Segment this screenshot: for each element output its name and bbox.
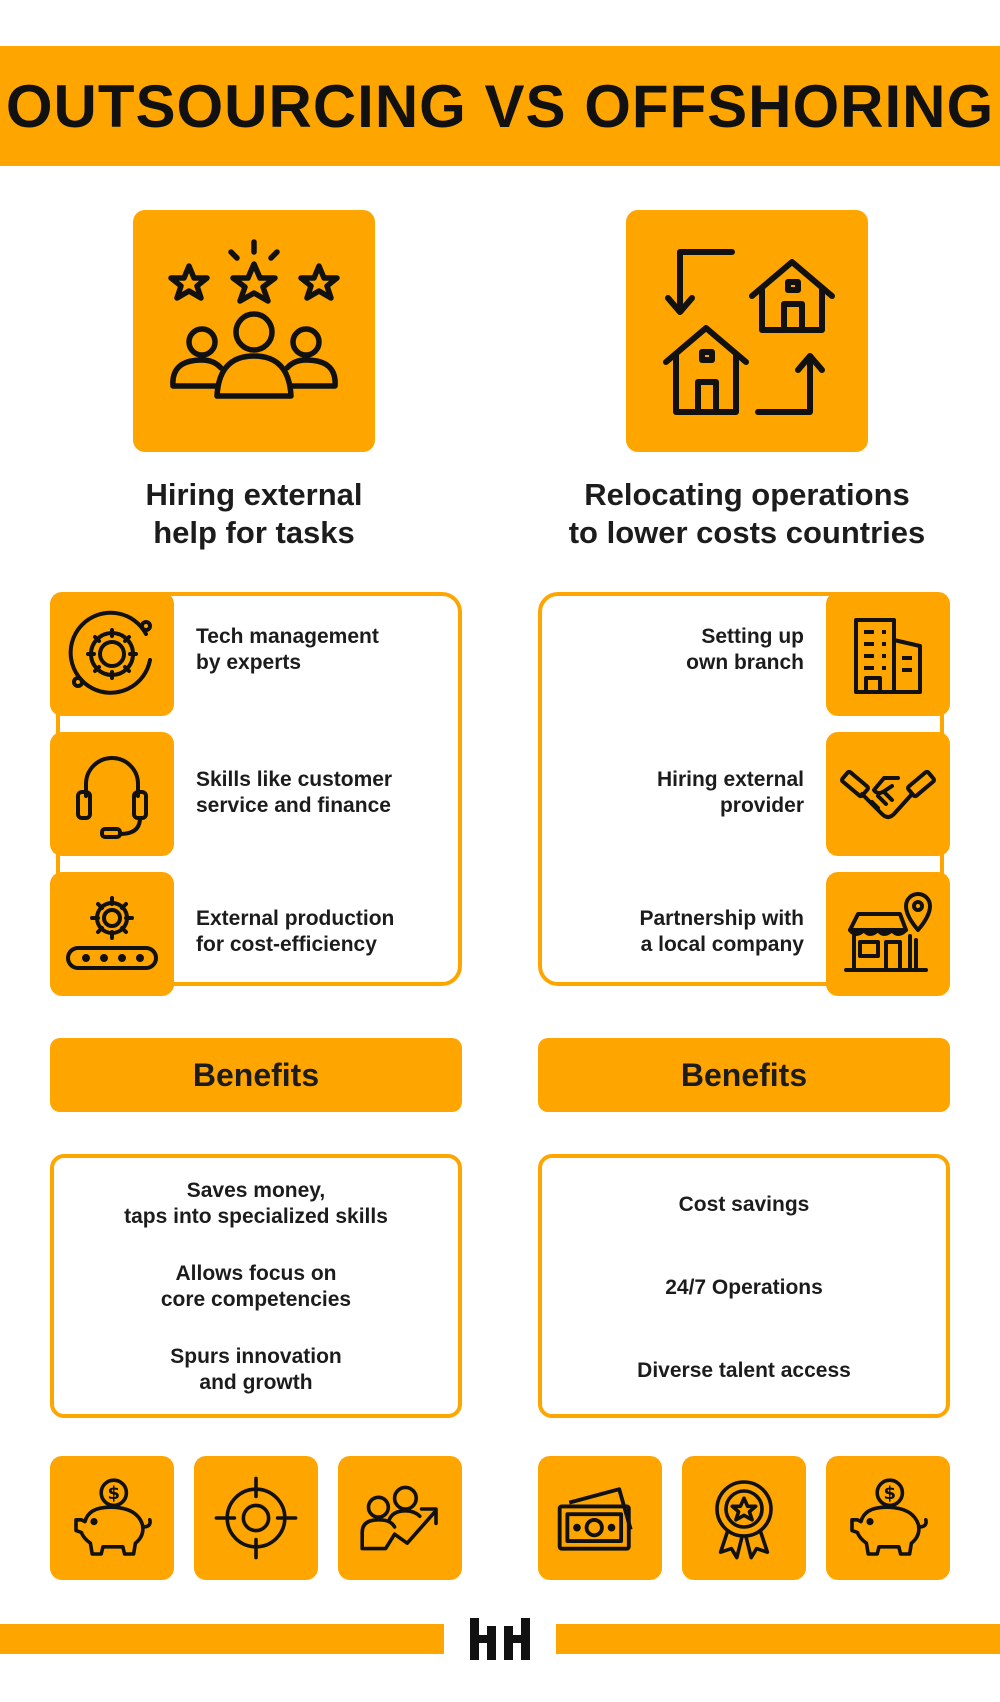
- footer-bar-right: [556, 1624, 1000, 1654]
- offshoring-benefit-3: Diverse talent access: [637, 1359, 851, 1382]
- outsourcing-benefit-3: [54, 1344, 458, 1396]
- team-rating-icon: [133, 210, 375, 452]
- outsourcing-item-2-line1: Skills like customer: [196, 768, 393, 791]
- outsourcing-subtitle-line2: help for tasks: [153, 515, 355, 550]
- offshoring-subtitle: [517, 476, 977, 552]
- outsourcing-benefit-1-line1: Saves money,: [186, 1179, 326, 1202]
- offshoring-benefit-1: Cost savings: [678, 1193, 810, 1216]
- outsourcing-benefit-1: [54, 1178, 458, 1230]
- offshoring-item-2-line1: Hiring external: [656, 768, 804, 791]
- outsourcing-item-2-line2: service and finance: [196, 794, 391, 817]
- svg-text:$: $: [107, 1483, 121, 1505]
- outsourcing-item-3-line1: External production: [196, 907, 395, 930]
- target-icon: [194, 1456, 318, 1580]
- outsourcing-benefit-2-line1: Allows focus on: [175, 1262, 337, 1285]
- outsourcing-benefits-list: [50, 1154, 462, 1418]
- outsourcing-item-1: [196, 624, 426, 676]
- conveyor-gear-icon: [50, 872, 174, 996]
- outsourcing-item-3: [196, 906, 426, 958]
- offshoring-item-1-line2: own branch: [686, 651, 804, 674]
- award-badge-icon: [682, 1456, 806, 1580]
- outsourcing-benefit-3-line2: and growth: [199, 1371, 313, 1394]
- office-building-icon: [826, 592, 950, 716]
- offshoring-item-1: [574, 624, 804, 676]
- offshoring-item-3-line1: Partnership with: [639, 907, 804, 930]
- offshoring-benefits-header: Benefits: [538, 1038, 950, 1112]
- offshoring-subtitle-line2: to lower costs countries: [568, 515, 926, 550]
- outsourcing-benefit-1-line2: taps into specialized skills: [124, 1205, 388, 1228]
- team-growth-icon: [338, 1456, 462, 1580]
- offshoring-item-1-line1: Setting up: [701, 625, 804, 648]
- outsourcing-item-3-line2: for cost-efficiency: [196, 933, 377, 956]
- local-store-icon: [826, 872, 950, 996]
- footer-bar-left: [0, 1624, 444, 1654]
- offshoring-benefit-2: 24/7 Operations: [665, 1276, 823, 1299]
- brand-logo: [468, 1616, 532, 1662]
- relocation-houses-icon: [626, 210, 868, 452]
- outsourcing-subtitle-line1: Hiring external: [145, 477, 363, 512]
- offshoring-subtitle-line1: Relocating operations: [584, 477, 910, 512]
- svg-text:$: $: [883, 1483, 897, 1505]
- outsourcing-benefit-2: [54, 1261, 458, 1313]
- outsourcing-subtitle: [24, 476, 484, 552]
- offshoring-item-2: [574, 767, 804, 819]
- page-title: OUTSOURCING VS OFFSHORING: [5, 72, 995, 140]
- offshoring-item-2-line2: provider: [719, 794, 804, 817]
- outsourcing-benefits-header: Benefits: [50, 1038, 462, 1112]
- piggy-bank-icon: [50, 1456, 174, 1580]
- handshake-icon: [826, 732, 950, 856]
- offshoring-item-3: [574, 906, 804, 958]
- cash-icon: [538, 1456, 662, 1580]
- title-banner: [0, 46, 1000, 166]
- outsourcing-benefit-2-line2: core competencies: [160, 1288, 352, 1311]
- piggy-bank-icon: [826, 1456, 950, 1580]
- outsourcing-item-2: [196, 767, 426, 819]
- headset-icon: [50, 732, 174, 856]
- outsourcing-item-1-line2: by experts: [196, 651, 302, 674]
- offshoring-benefits-list: [538, 1154, 950, 1418]
- offshoring-item-3-line2: a local company: [640, 933, 804, 956]
- outsourcing-benefit-3-line1: Spurs innovation: [170, 1345, 342, 1368]
- gear-cycle-icon: [50, 592, 174, 716]
- outsourcing-item-1-line1: Tech management: [196, 625, 379, 648]
